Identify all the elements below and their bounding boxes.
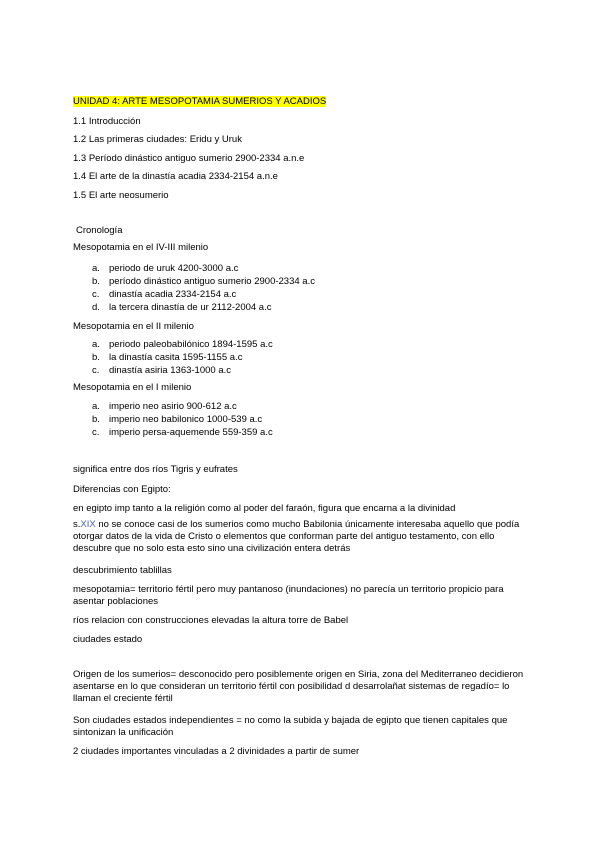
list-marker: d. (92, 302, 100, 313)
group-label: Mesopotamia en el II milenio (73, 321, 194, 332)
list-item (92, 339, 273, 351)
list-marker: a. (92, 339, 100, 350)
list-item (92, 276, 315, 288)
xix-tag: XIX (80, 519, 96, 530)
list-item-text: período dinástico antiguo sumerio 2900-2334 a.c (109, 276, 315, 287)
list-marker: b. (92, 276, 100, 287)
list-item (92, 401, 237, 413)
list-item (92, 352, 242, 364)
list-marker: c. (92, 427, 100, 438)
note-significa: significa entre dos ríos Tigris y eufrates (73, 464, 238, 475)
note-origen: Origen de los sumerios= desconocido pero posiblemente origen en Siria, zona del Mediterraneo decidieron asentarse en lo que consideran un territorio fértil con posibilidad d desarrolañat sistemas de regadío= lo llaman el creciente fértil (73, 669, 524, 704)
list-item (92, 302, 271, 314)
note-ciudades: ciudades estado (73, 634, 143, 645)
note-egipto: en egipto imp tanto a la religión como al poder del faraón, figura que encarna a la divinidad (73, 503, 456, 514)
toc-item: 1.3 Período dinástico antiguo sumerio 2900-2334 a.n.e (73, 153, 305, 164)
note-siglo-xix (73, 519, 533, 555)
list-item-text: imperio neo asirio 900-612 a.c (109, 401, 237, 412)
note-tablillas: descubrimiento tablillas (73, 565, 172, 576)
list-item-text: periodo de uruk 4200-3000 a.c (109, 263, 239, 274)
toc-item: 1.1 Introducción (73, 116, 141, 127)
list-item-text: dinastía asiria 1363-1000 a.c (109, 365, 231, 376)
note-rios: ríos relacion con construcciones elevadas la altura torre de Babel (73, 615, 349, 626)
list-item (92, 414, 262, 426)
toc-item: 1.4 El arte de la dinastía acadia 2334-2154 a.n.e (73, 171, 278, 182)
xix-prefix: s. (73, 519, 81, 530)
list-item-text: dinastía acadia 2334-2154 a.c (109, 289, 237, 300)
list-marker: c. (92, 289, 100, 300)
list-marker: c. (92, 365, 100, 376)
note-diferencias: Diferencias con Egipto: (73, 484, 171, 495)
note-son-ciudades: Son ciudades estados independientes = no como la subida y bajada de egipto que tienen capitales que sintonizan la unificación (73, 715, 508, 738)
list-item (92, 289, 236, 301)
list-item (92, 427, 273, 439)
page-title (73, 96, 326, 108)
xix-text: no se conoce casi de los sumerios como mucho Babilonia únicamente interesaba aquello que podía otorgar datos de la vida de Cristo o elementos que conforman parte del antiguo testamento, con ello descubre que no solo esta esto sino una civilización entera detrás (73, 519, 520, 554)
list-item (92, 365, 231, 377)
toc-item: 1.2 Las primeras ciudades: Eridu y Uruk (73, 134, 242, 145)
list-item-text: imperio neo babilonico 1000-539 a.c (109, 414, 263, 425)
list-item-text: imperio persa-aquemende 559-359 a.c (109, 427, 273, 438)
list-marker: b. (92, 414, 100, 425)
cronologia-heading: Cronología (76, 225, 123, 236)
list-marker: a. (92, 401, 100, 412)
list-marker: b. (92, 352, 100, 363)
list-item (92, 263, 238, 275)
list-item-text: la tercera dinastía de ur 2112-2004 a.c (109, 302, 272, 313)
note-dos-ciudades: 2 ciudades importantes vinculadas a 2 divinidades a partir de sumer (73, 746, 360, 757)
list-marker: a. (92, 263, 100, 274)
title-highlight: UNIDAD 4: ARTE MESOPOTAMIA SUMERIOS Y ACADIOS (73, 96, 327, 107)
list-item-text: periodo paleobabilónico 1894-1595 a.c (109, 339, 273, 350)
note-mesopotamia: mesopotamia= territorio fértil pero muy pantanoso (inundaciones) no parecía un territorio propicio para asentar poblaciones (73, 584, 504, 607)
group-label: Mesopotamia en el IV-III milenio (73, 242, 209, 253)
list-item-text: la dinastía casita 1595-1155 a.c (109, 352, 243, 363)
toc-item: 1.5 El arte neosumerio (73, 190, 169, 201)
group-label: Mesopotamia en el I milenio (73, 382, 192, 393)
